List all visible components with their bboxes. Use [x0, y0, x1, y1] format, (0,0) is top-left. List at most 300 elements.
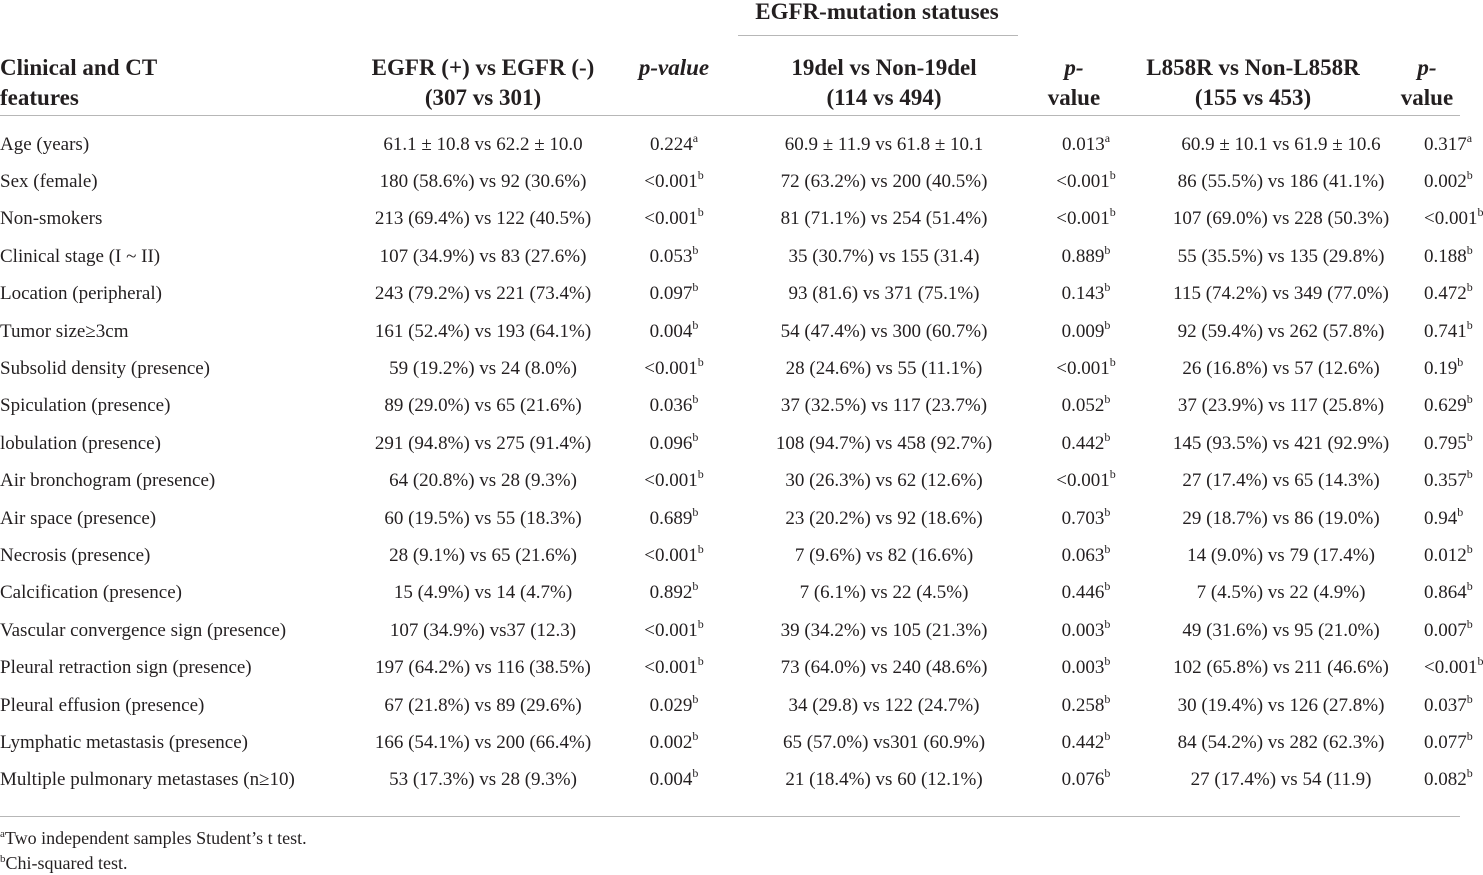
cell-egfr-pvalue-text: 0.029 [649, 694, 693, 716]
cell-l858r-pvalue [1424, 388, 1473, 425]
cell-feature [0, 126, 352, 163]
cell-egfr-pvalue-text: 0.036 [649, 395, 693, 417]
cell-19del-comparison-text: 65 (57.0%) vs301 (60.9%) [782, 731, 986, 753]
cell-l858r-pvalue-text: <0.001 [1424, 657, 1478, 679]
cell-egfr-comparison [352, 238, 614, 275]
cell-egfr-pvalue [614, 500, 734, 537]
cell-l858r-pvalue-footnote-mark: b [1466, 392, 1473, 407]
table-row [0, 724, 1460, 761]
cell-l858r-comparison-text: 7 (4.5%) vs 22 (4.9%) [1196, 582, 1366, 604]
cell-feature-text: Subsolid density (presence) [0, 358, 211, 380]
cell-feature [0, 463, 352, 500]
cell-l858r-pvalue-text: 0.012 [1424, 544, 1467, 566]
cell-19del-pvalue [1034, 425, 1138, 462]
cell-egfr-pvalue-footnote-mark: b [692, 429, 699, 444]
table-row [0, 163, 1460, 200]
cell-l858r-comparison [1138, 350, 1424, 387]
table-row [0, 575, 1460, 612]
cell-egfr-pvalue-footnote-mark: b [692, 504, 699, 519]
cell-feature-text: Clinical stage (I ~ II) [0, 245, 161, 267]
cell-egfr-comparison [352, 500, 614, 537]
cell-19del-pvalue-text: 0.889 [1061, 245, 1105, 267]
cell-l858r-pvalue-footnote-mark: b [1466, 429, 1473, 444]
cell-19del-comparison [734, 163, 1034, 200]
cell-l858r-pvalue-footnote-mark: b [1466, 168, 1473, 183]
cell-19del-comparison-text: 37 (32.5%) vs 117 (23.7%) [780, 395, 988, 417]
cell-l858r-pvalue-footnote-mark: b [1466, 541, 1473, 556]
cell-egfr-comparison [352, 388, 614, 425]
cell-egfr-pvalue-text: 0.096 [649, 432, 693, 454]
cell-19del-pvalue-footnote-mark: a [1104, 130, 1111, 145]
cell-egfr-comparison-text: 166 (54.1%) vs 200 (66.4%) [374, 731, 592, 753]
header-19del [734, 53, 1034, 113]
cell-l858r-pvalue [1424, 163, 1473, 200]
cell-19del-pvalue [1034, 687, 1138, 724]
cell-egfr-pvalue [614, 126, 734, 163]
cell-19del-comparison-text: 28 (24.6%) vs 55 (11.1%) [785, 358, 983, 380]
cell-19del-pvalue [1034, 126, 1138, 163]
cell-19del-comparison-text: 30 (26.3%) vs 62 (12.6%) [785, 470, 983, 492]
cell-l858r-pvalue-footnote-mark: b [1477, 205, 1483, 220]
cell-egfr-pvalue [614, 724, 734, 761]
cell-feature [0, 163, 352, 200]
cell-egfr-pvalue-text: 0.097 [649, 283, 693, 305]
cell-feature-text: Multiple pulmonary metastases (n≥10) [0, 769, 295, 791]
cell-egfr-comparison-text: 197 (64.2%) vs 116 (38.5%) [375, 657, 591, 679]
cell-19del-comparison-text: 60.9 ± 11.9 vs 61.8 ± 10.1 [784, 133, 984, 155]
cell-l858r-comparison [1138, 762, 1424, 799]
cell-l858r-pvalue-footnote-mark: b [1466, 766, 1473, 781]
cell-egfr-pvalue-text: 0.892 [649, 582, 693, 604]
cell-19del-comparison [734, 350, 1034, 387]
cell-19del-comparison [734, 201, 1034, 238]
cell-l858r-pvalue-text: 0.795 [1424, 432, 1467, 454]
cell-19del-comparison [734, 724, 1034, 761]
cell-19del-pvalue-footnote-mark: b [1104, 429, 1111, 444]
cell-19del-pvalue-footnote-mark: b [1109, 168, 1116, 183]
cell-egfr-comparison [352, 537, 614, 574]
cell-19del-pvalue-footnote-mark: b [1104, 616, 1111, 631]
footnote-b-text: Chi-squared test. [5, 853, 128, 873]
cell-19del-comparison-text: 72 (63.2%) vs 200 (40.5%) [780, 171, 988, 193]
cell-l858r-pvalue-text: 0.629 [1424, 395, 1467, 417]
cell-egfr-comparison [352, 463, 614, 500]
cell-egfr-pvalue-footnote-mark: b [692, 242, 699, 257]
cell-19del-pvalue-footnote-mark: b [1109, 467, 1116, 482]
cell-egfr-pvalue-text: <0.001 [644, 208, 698, 230]
cell-egfr-pvalue [614, 350, 734, 387]
cell-l858r-comparison [1138, 313, 1424, 350]
cell-feature [0, 724, 352, 761]
cell-l858r-comparison-text: 60.9 ± 10.1 vs 61.9 ± 10.6 [1181, 133, 1381, 155]
cell-19del-pvalue [1034, 537, 1138, 574]
cell-egfr-pvalue-text: <0.001 [644, 171, 698, 193]
cell-19del-pvalue [1034, 388, 1138, 425]
cell-feature [0, 313, 352, 350]
cell-19del-pvalue-text: 0.143 [1061, 283, 1105, 305]
header-pvalue-3-line1: p- [1417, 55, 1437, 80]
cell-egfr-pvalue-footnote-mark: b [697, 654, 704, 669]
cell-19del-comparison [734, 313, 1034, 350]
cell-19del-comparison [734, 687, 1034, 724]
cell-l858r-comparison-text: 26 (16.8%) vs 57 (12.6%) [1182, 358, 1380, 380]
cell-egfr-pvalue-text: 0.053 [649, 245, 693, 267]
cell-19del-comparison [734, 537, 1034, 574]
cell-19del-pvalue-footnote-mark: b [1104, 541, 1111, 556]
cell-l858r-comparison-text: 145 (93.5%) vs 421 (92.9%) [1172, 432, 1390, 454]
cell-19del-pvalue-text: 0.003 [1061, 619, 1105, 641]
cell-l858r-pvalue-text: 0.357 [1424, 470, 1467, 492]
cell-feature-text: Tumor size≥3cm [0, 320, 129, 342]
cell-l858r-pvalue-footnote-mark: b [1477, 654, 1483, 669]
cell-egfr-pvalue [614, 612, 734, 649]
cell-egfr-pvalue [614, 575, 734, 612]
cell-feature-text: Spiculation (presence) [0, 395, 171, 417]
cell-l858r-pvalue-footnote-mark: b [1466, 616, 1473, 631]
cell-egfr-pvalue-text: 0.224 [649, 133, 693, 155]
cell-egfr-comparison [352, 425, 614, 462]
cell-egfr-comparison [352, 687, 614, 724]
cell-l858r-pvalue-text: 0.037 [1424, 694, 1467, 716]
cell-feature-text: Air bronchogram (presence) [0, 470, 216, 492]
cell-egfr-comparison-text: 64 (20.8%) vs 28 (9.3%) [389, 470, 577, 492]
cell-egfr-pvalue-footnote-mark: b [697, 205, 704, 220]
cell-19del-comparison-text: 54 (47.4%) vs 300 (60.7%) [780, 320, 988, 342]
cell-egfr-pvalue-text: <0.001 [644, 544, 698, 566]
cell-l858r-pvalue-text: 0.94 [1424, 507, 1458, 529]
cell-l858r-pvalue-text: 0.002 [1424, 171, 1467, 193]
bottom-rule [0, 816, 1460, 817]
cell-19del-pvalue [1034, 612, 1138, 649]
cell-egfr-comparison [352, 762, 614, 799]
header-pvalue-1 [614, 53, 734, 83]
cell-egfr-pvalue-footnote-mark: b [692, 317, 699, 332]
cell-egfr-pvalue-footnote-mark: b [697, 168, 704, 183]
cell-egfr-pvalue-text: 0.002 [649, 731, 693, 753]
cell-l858r-pvalue-footnote-mark: b [1466, 691, 1473, 706]
cell-19del-pvalue-footnote-mark: b [1104, 654, 1111, 669]
cell-feature-text: Location (peripheral) [0, 283, 162, 305]
cell-19del-comparison-text: 39 (34.2%) vs 105 (21.3%) [780, 619, 988, 641]
cell-19del-pvalue [1034, 163, 1138, 200]
cell-19del-pvalue-text: 0.052 [1061, 395, 1105, 417]
cell-l858r-comparison [1138, 687, 1424, 724]
header-feature [0, 53, 340, 113]
header-l858r-line1: L858R vs Non-L858R [1146, 55, 1360, 80]
cell-19del-pvalue-text: 0.063 [1061, 544, 1105, 566]
cell-egfr-pvalue [614, 463, 734, 500]
cell-egfr-pvalue-text: 0.004 [649, 320, 693, 342]
cell-l858r-pvalue-footnote-mark: b [1466, 579, 1473, 594]
cell-l858r-pvalue-text: 0.188 [1424, 245, 1467, 267]
header-pvalue-3-line2: value [1400, 85, 1454, 110]
cell-egfr-comparison-text: 53 (17.3%) vs 28 (9.3%) [389, 769, 577, 791]
cell-19del-pvalue-text: 0.003 [1061, 657, 1105, 679]
header-l858r-line2: (155 vs 453) [1194, 85, 1312, 110]
cell-egfr-comparison [352, 201, 614, 238]
header-egfr-line1: EGFR (+) vs EGFR (-) [371, 55, 595, 80]
cell-l858r-comparison [1138, 463, 1424, 500]
cell-19del-comparison [734, 612, 1034, 649]
cell-l858r-comparison [1138, 238, 1424, 275]
caption-rule [738, 35, 1018, 36]
cell-l858r-pvalue [1424, 612, 1473, 649]
cell-l858r-pvalue [1424, 500, 1464, 537]
cell-feature [0, 388, 352, 425]
cell-19del-pvalue-footnote-mark: b [1104, 392, 1111, 407]
cell-l858r-pvalue-text: 0.741 [1424, 320, 1467, 342]
cell-l858r-comparison [1138, 649, 1424, 686]
cell-l858r-pvalue-text: 0.077 [1424, 731, 1467, 753]
cell-egfr-pvalue-footnote-mark: b [697, 467, 704, 482]
cell-19del-pvalue-footnote-mark: b [1104, 766, 1111, 781]
cell-l858r-pvalue-text: 0.472 [1424, 283, 1467, 305]
cell-feature [0, 649, 352, 686]
cell-feature [0, 537, 352, 574]
header-pvalue-2-line2: value [1047, 85, 1101, 110]
cell-egfr-pvalue [614, 238, 734, 275]
cell-19del-comparison [734, 388, 1034, 425]
cell-19del-comparison [734, 238, 1034, 275]
cell-19del-pvalue-footnote-mark: b [1104, 728, 1111, 743]
data-table [0, 126, 1483, 799]
cell-l858r-comparison [1138, 500, 1424, 537]
cell-19del-pvalue-text: <0.001 [1056, 358, 1110, 380]
cell-19del-pvalue [1034, 762, 1138, 799]
cell-l858r-comparison-text: 37 (23.9%) vs 117 (25.8%) [1177, 395, 1385, 417]
cell-feature-text: Necrosis (presence) [0, 544, 151, 566]
cell-19del-comparison-text: 108 (94.7%) vs 458 (92.7%) [775, 432, 993, 454]
cell-egfr-comparison-text: 67 (21.8%) vs 89 (29.6%) [384, 694, 582, 716]
cell-19del-comparison [734, 126, 1034, 163]
cell-19del-comparison-text: 81 (71.1%) vs 254 (51.4%) [780, 208, 988, 230]
cell-l858r-comparison [1138, 537, 1424, 574]
cell-feature-text: Lymphatic metastasis (presence) [0, 731, 248, 753]
cell-19del-pvalue [1034, 463, 1138, 500]
cell-l858r-comparison-text: 115 (74.2%) vs 349 (77.0%) [1173, 283, 1389, 305]
cell-19del-comparison [734, 762, 1034, 799]
cell-l858r-comparison-text: 84 (54.2%) vs 282 (62.3%) [1177, 731, 1385, 753]
cell-19del-pvalue [1034, 201, 1138, 238]
cell-feature [0, 201, 352, 238]
cell-l858r-pvalue [1424, 537, 1473, 574]
cell-l858r-pvalue [1424, 762, 1473, 799]
cell-feature [0, 687, 352, 724]
cell-egfr-pvalue [614, 649, 734, 686]
cell-l858r-comparison-text: 30 (19.4%) vs 126 (27.8%) [1177, 694, 1385, 716]
data-table-body [0, 126, 1483, 799]
header-rule [0, 115, 1460, 116]
cell-19del-comparison [734, 575, 1034, 612]
header-egfr [352, 53, 614, 113]
cell-l858r-comparison-text: 14 (9.0%) vs 79 (17.4%) [1187, 544, 1375, 566]
cell-egfr-pvalue-footnote-mark: a [692, 130, 699, 145]
cell-l858r-pvalue [1424, 313, 1473, 350]
cell-feature-text: Vascular convergence sign (presence) [0, 619, 287, 641]
cell-egfr-comparison-text: 15 (4.9%) vs 14 (4.7%) [393, 582, 573, 604]
cell-egfr-comparison-text: 180 (58.6%) vs 92 (30.6%) [379, 171, 587, 193]
table-group-caption: EGFR-mutation statuses [755, 0, 999, 24]
cell-egfr-pvalue [614, 163, 734, 200]
cell-egfr-pvalue-footnote-mark: b [692, 691, 699, 706]
cell-l858r-comparison [1138, 425, 1424, 462]
cell-19del-comparison [734, 463, 1034, 500]
cell-egfr-comparison-text: 107 (34.9%) vs 83 (27.6%) [379, 245, 587, 267]
table-row [0, 350, 1460, 387]
table-row [0, 238, 1460, 275]
cell-feature [0, 762, 352, 799]
header-pvalue-1-text: p-value [638, 55, 710, 80]
cell-19del-pvalue-text: <0.001 [1056, 470, 1110, 492]
cell-19del-pvalue-text: 0.009 [1061, 320, 1105, 342]
cell-l858r-comparison-text: 102 (65.8%) vs 211 (46.6%) [1173, 657, 1389, 679]
cell-egfr-comparison-text: 243 (79.2%) vs 221 (73.4%) [374, 283, 592, 305]
cell-egfr-pvalue [614, 762, 734, 799]
cell-feature [0, 276, 352, 313]
cell-19del-comparison [734, 425, 1034, 462]
cell-egfr-pvalue-footnote-mark: b [692, 766, 699, 781]
cell-l858r-pvalue [1424, 687, 1473, 724]
cell-l858r-pvalue-footnote-mark: b [1466, 242, 1473, 257]
cell-l858r-pvalue [1424, 724, 1473, 761]
cell-feature [0, 612, 352, 649]
cell-19del-pvalue [1034, 724, 1138, 761]
cell-l858r-comparison [1138, 163, 1424, 200]
cell-egfr-pvalue-footnote-mark: b [697, 541, 704, 556]
cell-egfr-comparison-text: 107 (34.9%) vs37 (12.3) [389, 619, 577, 641]
cell-feature [0, 575, 352, 612]
cell-l858r-comparison-text: 107 (69.0%) vs 228 (50.3%) [1172, 208, 1390, 230]
cell-egfr-comparison-text: 161 (52.4%) vs 193 (64.1%) [374, 320, 592, 342]
cell-egfr-pvalue [614, 537, 734, 574]
table-row [0, 313, 1460, 350]
cell-19del-pvalue-text: 0.703 [1061, 507, 1105, 529]
header-19del-line1: 19del vs Non-19del [791, 55, 977, 80]
cell-egfr-comparison [352, 126, 614, 163]
cell-egfr-pvalue [614, 425, 734, 462]
cell-19del-comparison-text: 35 (30.7%) vs 155 (31.4) [788, 245, 980, 267]
cell-19del-pvalue-text: 0.446 [1061, 582, 1105, 604]
cell-19del-pvalue [1034, 500, 1138, 537]
cell-egfr-pvalue-text: <0.001 [644, 657, 698, 679]
cell-19del-pvalue-footnote-mark: b [1104, 504, 1111, 519]
cell-l858r-pvalue [1424, 201, 1483, 238]
cell-feature-text: Pleural effusion (presence) [0, 694, 205, 716]
cell-egfr-pvalue-footnote-mark: b [692, 728, 699, 743]
cell-feature-text: Pleural retraction sign (presence) [0, 657, 252, 679]
cell-l858r-comparison [1138, 201, 1424, 238]
cell-l858r-pvalue [1424, 126, 1473, 163]
cell-l858r-comparison [1138, 276, 1424, 313]
table-row [0, 276, 1460, 313]
cell-l858r-comparison-text: 27 (17.4%) vs 54 (11.9) [1190, 769, 1372, 791]
cell-19del-pvalue-text: <0.001 [1056, 208, 1110, 230]
cell-l858r-pvalue-footnote-mark: b [1466, 280, 1473, 295]
cell-l858r-pvalue-footnote-mark: b [1466, 317, 1473, 332]
cell-egfr-comparison-text: 59 (19.2%) vs 24 (8.0%) [389, 358, 577, 380]
table-row [0, 649, 1460, 686]
table-row [0, 463, 1460, 500]
header-pvalue-3 [1396, 53, 1458, 113]
cell-19del-pvalue-footnote-mark: b [1104, 242, 1111, 257]
cell-egfr-pvalue-footnote-mark: b [697, 355, 704, 370]
cell-l858r-pvalue-text: 0.082 [1424, 769, 1467, 791]
cell-l858r-pvalue-text: 0.317 [1424, 133, 1467, 155]
cell-19del-comparison-text: 73 (64.0%) vs 240 (48.6%) [780, 657, 988, 679]
cell-egfr-pvalue-text: <0.001 [644, 358, 698, 380]
cell-19del-comparison [734, 649, 1034, 686]
header-pvalue-2-line1: p- [1064, 55, 1084, 80]
cell-l858r-pvalue [1424, 649, 1483, 686]
cell-19del-comparison [734, 500, 1034, 537]
cell-egfr-comparison-text: 89 (29.0%) vs 65 (21.6%) [384, 395, 582, 417]
cell-egfr-pvalue-footnote-mark: b [692, 579, 699, 594]
cell-19del-comparison-text: 93 (81.6) vs 371 (75.1%) [788, 283, 980, 305]
cell-l858r-comparison [1138, 126, 1424, 163]
cell-l858r-pvalue-footnote-mark: b [1466, 728, 1473, 743]
cell-19del-comparison-text: 7 (9.6%) vs 82 (16.6%) [794, 544, 974, 566]
cell-egfr-comparison [352, 350, 614, 387]
cell-l858r-pvalue-text: <0.001 [1424, 208, 1478, 230]
footnote-b [0, 853, 127, 873]
table-row [0, 612, 1460, 649]
header-egfr-line2: (307 vs 301) [424, 85, 542, 110]
cell-l858r-comparison-text: 27 (17.4%) vs 65 (14.3%) [1182, 470, 1380, 492]
cell-l858r-pvalue-text: 0.007 [1424, 619, 1467, 641]
footnote-b-mark: b [0, 853, 6, 865]
footnote-a-mark: a [0, 828, 5, 840]
header-pvalue-2 [1034, 53, 1114, 113]
table-row [0, 762, 1460, 799]
cell-l858r-comparison [1138, 612, 1424, 649]
cell-19del-comparison [734, 276, 1034, 313]
cell-19del-pvalue [1034, 575, 1138, 612]
cell-feature-text: Sex (female) [0, 171, 98, 193]
cell-19del-comparison-text: 21 (18.4%) vs 60 (12.1%) [785, 769, 983, 791]
cell-feature-text: Age (years) [0, 133, 90, 155]
cell-l858r-comparison-text: 92 (59.4%) vs 262 (57.8%) [1177, 320, 1385, 342]
cell-19del-pvalue [1034, 276, 1138, 313]
cell-l858r-pvalue-footnote-mark: b [1457, 504, 1464, 519]
cell-feature-text: Calcification (presence) [0, 582, 182, 604]
cell-egfr-pvalue-footnote-mark: b [692, 280, 699, 295]
cell-19del-pvalue [1034, 649, 1138, 686]
header-19del-line2: (114 vs 494) [826, 85, 942, 110]
cell-19del-pvalue-text: 0.442 [1061, 432, 1105, 454]
cell-feature-text: lobulation (presence) [0, 432, 161, 454]
cell-19del-pvalue-footnote-mark: b [1104, 317, 1111, 332]
cell-19del-pvalue [1034, 313, 1138, 350]
cell-l858r-pvalue-footnote-mark: b [1466, 467, 1473, 482]
cell-19del-pvalue-footnote-mark: b [1104, 579, 1111, 594]
cell-19del-comparison-text: 7 (6.1%) vs 22 (4.5%) [799, 582, 969, 604]
table-row [0, 687, 1460, 724]
table-row [0, 388, 1460, 425]
header-feature-line2: features [0, 85, 79, 110]
table-row [0, 201, 1460, 238]
cell-egfr-pvalue [614, 388, 734, 425]
cell-egfr-pvalue [614, 276, 734, 313]
cell-l858r-pvalue-footnote-mark: a [1466, 130, 1473, 145]
cell-l858r-pvalue-text: 0.19 [1424, 358, 1458, 380]
cell-egfr-pvalue [614, 687, 734, 724]
cell-l858r-pvalue [1424, 350, 1464, 387]
cell-egfr-pvalue [614, 313, 734, 350]
cell-egfr-comparison-text: 291 (94.8%) vs 275 (91.4%) [374, 432, 592, 454]
header-l858r [1110, 53, 1396, 113]
table-row [0, 425, 1460, 462]
table-row [0, 537, 1460, 574]
